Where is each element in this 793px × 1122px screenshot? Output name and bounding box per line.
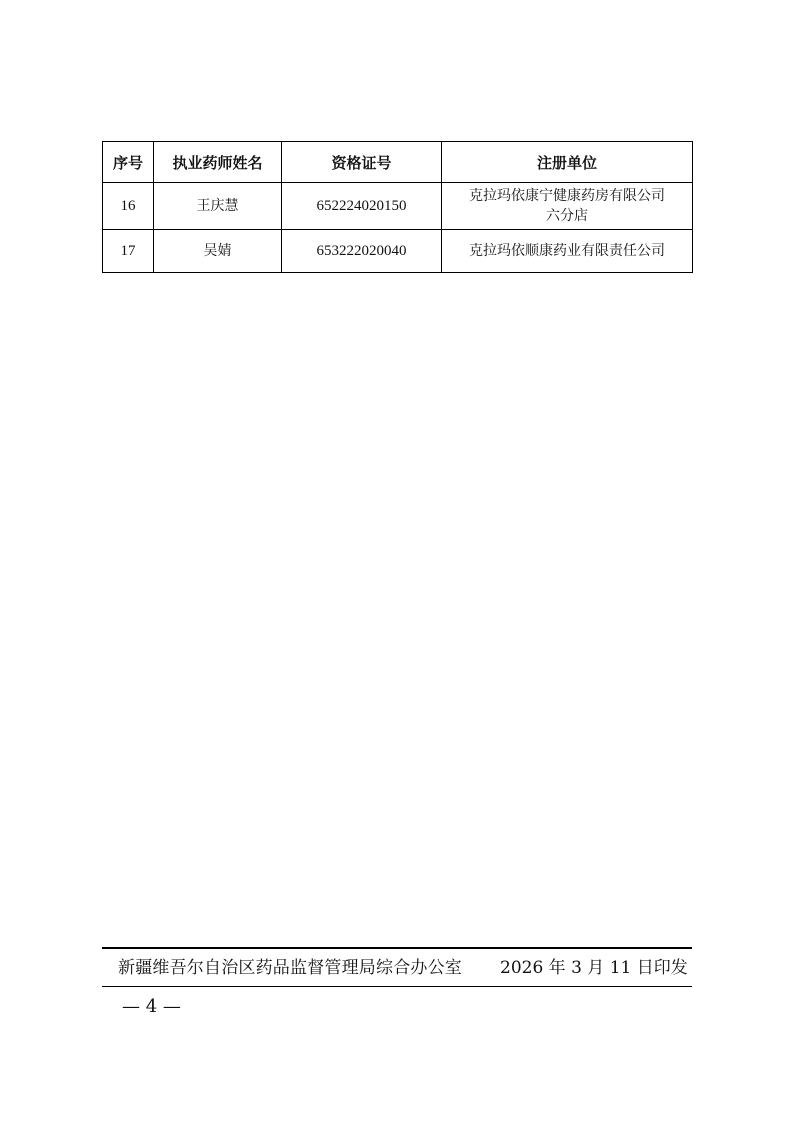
registered-unit-line: 克拉玛依顺康药业有限责任公司 bbox=[469, 243, 665, 259]
issue-date: 2026 年 3 月 11 日印发 bbox=[500, 958, 688, 978]
registered-unit-line: 六分店 bbox=[546, 208, 588, 224]
issuing-office: 新疆维吾尔自治区药品监督管理局综合办公室 bbox=[118, 958, 462, 978]
pharmacist-table bbox=[102, 141, 693, 273]
row-certificate-number: 652224020150 bbox=[282, 183, 442, 230]
col-header-certificate-number: 资格证号 bbox=[282, 142, 442, 183]
row-registered-unit bbox=[442, 183, 693, 230]
col-header-index: 序号 bbox=[103, 142, 154, 183]
row-index: 16 bbox=[103, 183, 154, 230]
page-number: — 4 — bbox=[122, 996, 181, 1017]
row-pharmacist-name: 王庆慧 bbox=[154, 183, 282, 230]
col-header-registered-unit: 注册单位 bbox=[442, 142, 693, 183]
registered-unit-line: 克拉玛依康宁健康药房有限公司 bbox=[469, 188, 665, 204]
footer-top-rule bbox=[102, 947, 692, 949]
row-registered-unit bbox=[442, 230, 693, 273]
table-header-row bbox=[103, 142, 693, 183]
col-header-pharmacist-name: 执业药师姓名 bbox=[154, 142, 282, 183]
table-row bbox=[103, 183, 693, 230]
footer-bottom-rule bbox=[102, 986, 692, 987]
table-row bbox=[103, 230, 693, 273]
row-pharmacist-name: 吴婧 bbox=[154, 230, 282, 273]
row-certificate-number: 653222020040 bbox=[282, 230, 442, 273]
row-index: 17 bbox=[103, 230, 154, 273]
